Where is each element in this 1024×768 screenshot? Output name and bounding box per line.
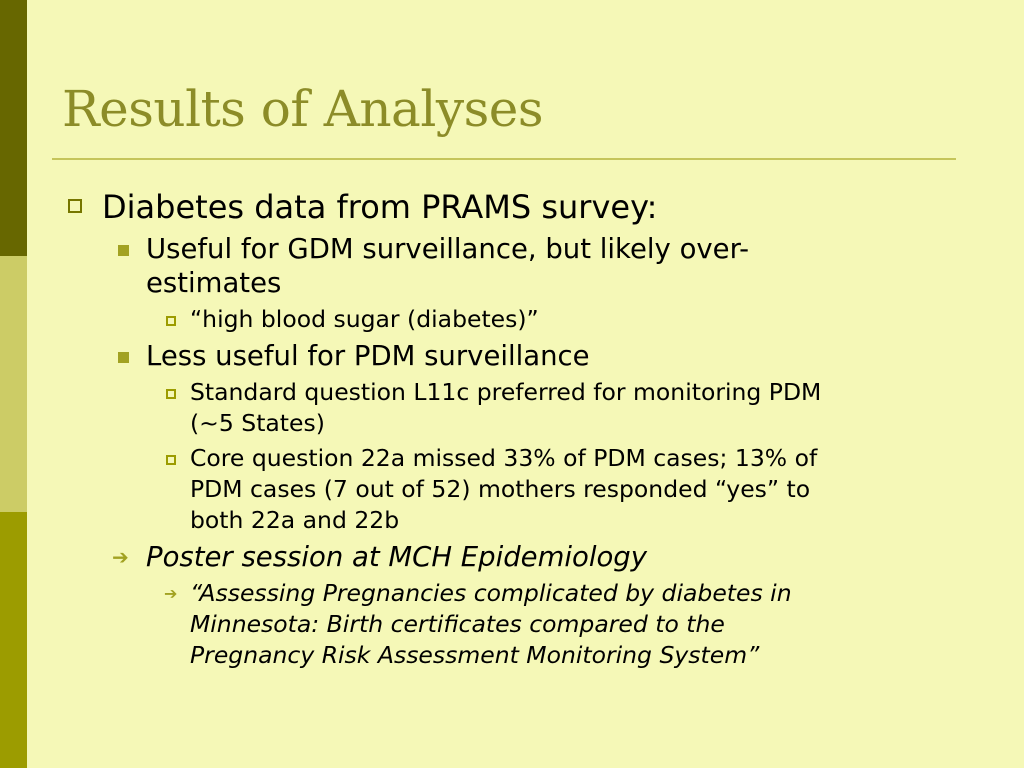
right-arrow-icon: ➔	[112, 545, 129, 569]
small-hollow-square-bullet-icon	[166, 316, 176, 326]
bullet-text-line: Core question 22a missed 33% of PDM cases; 13% of	[190, 444, 818, 472]
small-hollow-square-bullet-icon	[166, 455, 176, 465]
bullet-text-line: “Assessing Pregnancies complicated by diabetes in	[190, 579, 792, 607]
bullet-standard-question	[66, 377, 986, 439]
bullet-gdm-surveillance	[66, 232, 986, 300]
bullet-text-line: Minnesota: Birth certificates compared to the	[190, 610, 725, 638]
bullet-text-line: Useful for GDM surveillance, but likely over-	[146, 233, 750, 265]
bullet-list	[66, 186, 986, 671]
bullet-core-question	[66, 443, 986, 536]
filled-square-bullet-icon	[118, 245, 129, 256]
bullet-text-line: PDM cases (7 out of 52) mothers responded “yes” to	[190, 475, 811, 503]
right-arrow-icon: ➔	[164, 584, 178, 603]
bullet-text-line: Less useful for PDM surveillance	[146, 340, 590, 372]
slide-title: Results of Analyses	[62, 80, 544, 138]
bullet-text-line: both 22a and 22b	[190, 506, 400, 534]
bullet-pdm-surveillance	[66, 339, 986, 373]
hollow-square-bullet-icon	[68, 199, 82, 213]
bullet-poster-session	[66, 540, 986, 574]
bullet-text-line: Standard question L11c preferred for monitoring PDM	[190, 378, 822, 406]
filled-square-bullet-icon	[118, 352, 129, 363]
bullet-high-blood-sugar	[66, 304, 986, 335]
sidebar-band-bottom	[0, 512, 27, 768]
sidebar-band-middle	[0, 256, 27, 512]
bullet-text: Diabetes data from PRAMS survey:	[102, 188, 658, 226]
bullet-poster-title	[66, 578, 986, 671]
bullet-text-line: “high blood sugar (diabetes)”	[190, 305, 539, 333]
sidebar-band-top	[0, 0, 27, 256]
bullet-text-line: estimates	[146, 267, 282, 299]
bullet-text-line: (~5 States)	[190, 409, 325, 437]
bullet-text-line: Poster session at MCH Epidemiology	[146, 541, 648, 573]
bullet-prams-survey	[66, 186, 986, 228]
title-divider	[52, 158, 956, 160]
small-hollow-square-bullet-icon	[166, 389, 176, 399]
bullet-text-line: Pregnancy Risk Assessment Monitoring System”	[190, 641, 760, 669]
